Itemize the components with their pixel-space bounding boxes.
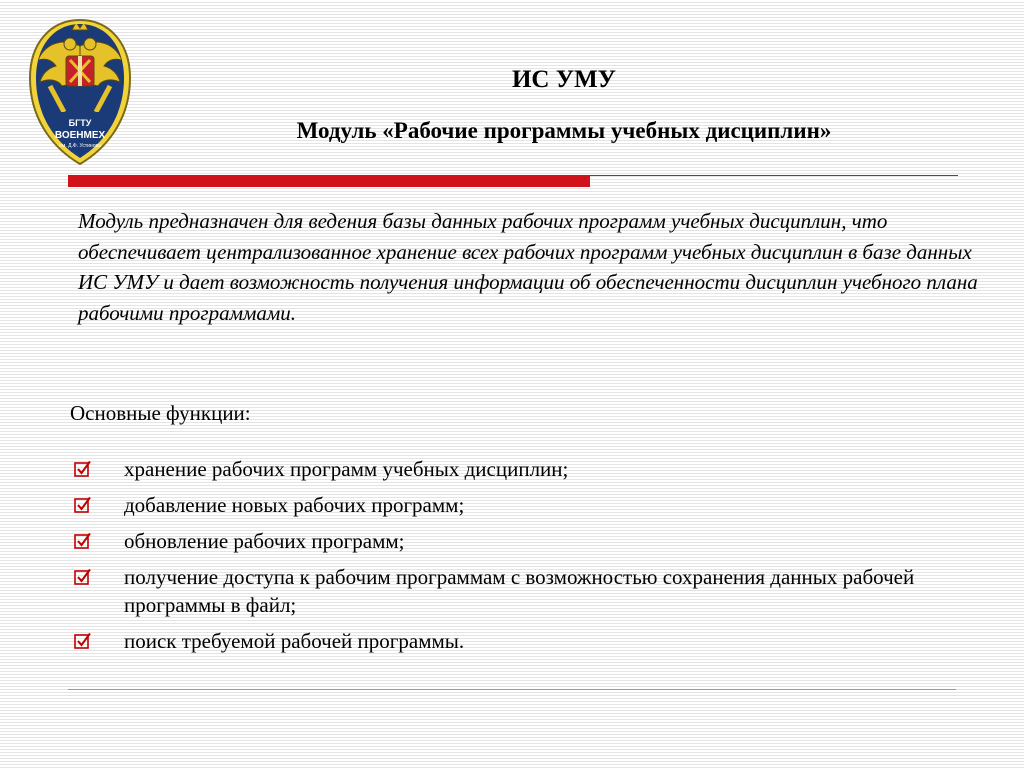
- function-text: поиск требуемой рабочей программы.: [124, 629, 465, 653]
- logo-line-1: БГТУ: [68, 118, 92, 128]
- checkbox-checked-icon: [74, 632, 92, 650]
- functions-list: [70, 455, 970, 663]
- checkbox-checked-icon: [74, 460, 92, 478]
- function-text: получение доступа к рабочим программам с возможностью сохранения данных рабочей программы в файл;: [124, 565, 915, 617]
- list-item: [70, 455, 970, 483]
- title-divider-line: [590, 175, 958, 176]
- logo-line-3: им. Д.Ф. Устинова: [59, 143, 101, 149]
- title-divider-bar: [68, 175, 590, 187]
- list-item: [70, 491, 970, 519]
- function-text: добавление новых рабочих программ;: [124, 493, 465, 517]
- slide-subtitle: Модуль «Рабочие программы учебных дисциплин»: [296, 118, 832, 143]
- checkbox-checked-icon: [74, 496, 92, 514]
- functions-heading: Основные функции:: [70, 401, 251, 425]
- list-item: [70, 563, 970, 619]
- function-text: хранение рабочих программ учебных дисциплин;: [124, 457, 569, 481]
- checkbox-checked-icon: [74, 532, 92, 550]
- function-text: обновление рабочих программ;: [124, 529, 405, 553]
- slide-title: ИС УМУ: [511, 66, 617, 93]
- module-description: Модуль предназначен для ведения базы данных рабочих программ учебных дисциплин, что обеспечивает централизованное хранение всех рабочих программ учебных дисциплин в базе данных ИС УМУ и дает возможность получения информации об обеспеченности дисциплин учебного плана рабочими программами.: [78, 209, 978, 325]
- list-item: [70, 627, 970, 655]
- checkbox-checked-icon: [74, 568, 92, 586]
- footer-divider: [68, 689, 956, 690]
- logo-line-2: ВОЕНМЕХ: [54, 130, 106, 141]
- list-item: [70, 527, 970, 555]
